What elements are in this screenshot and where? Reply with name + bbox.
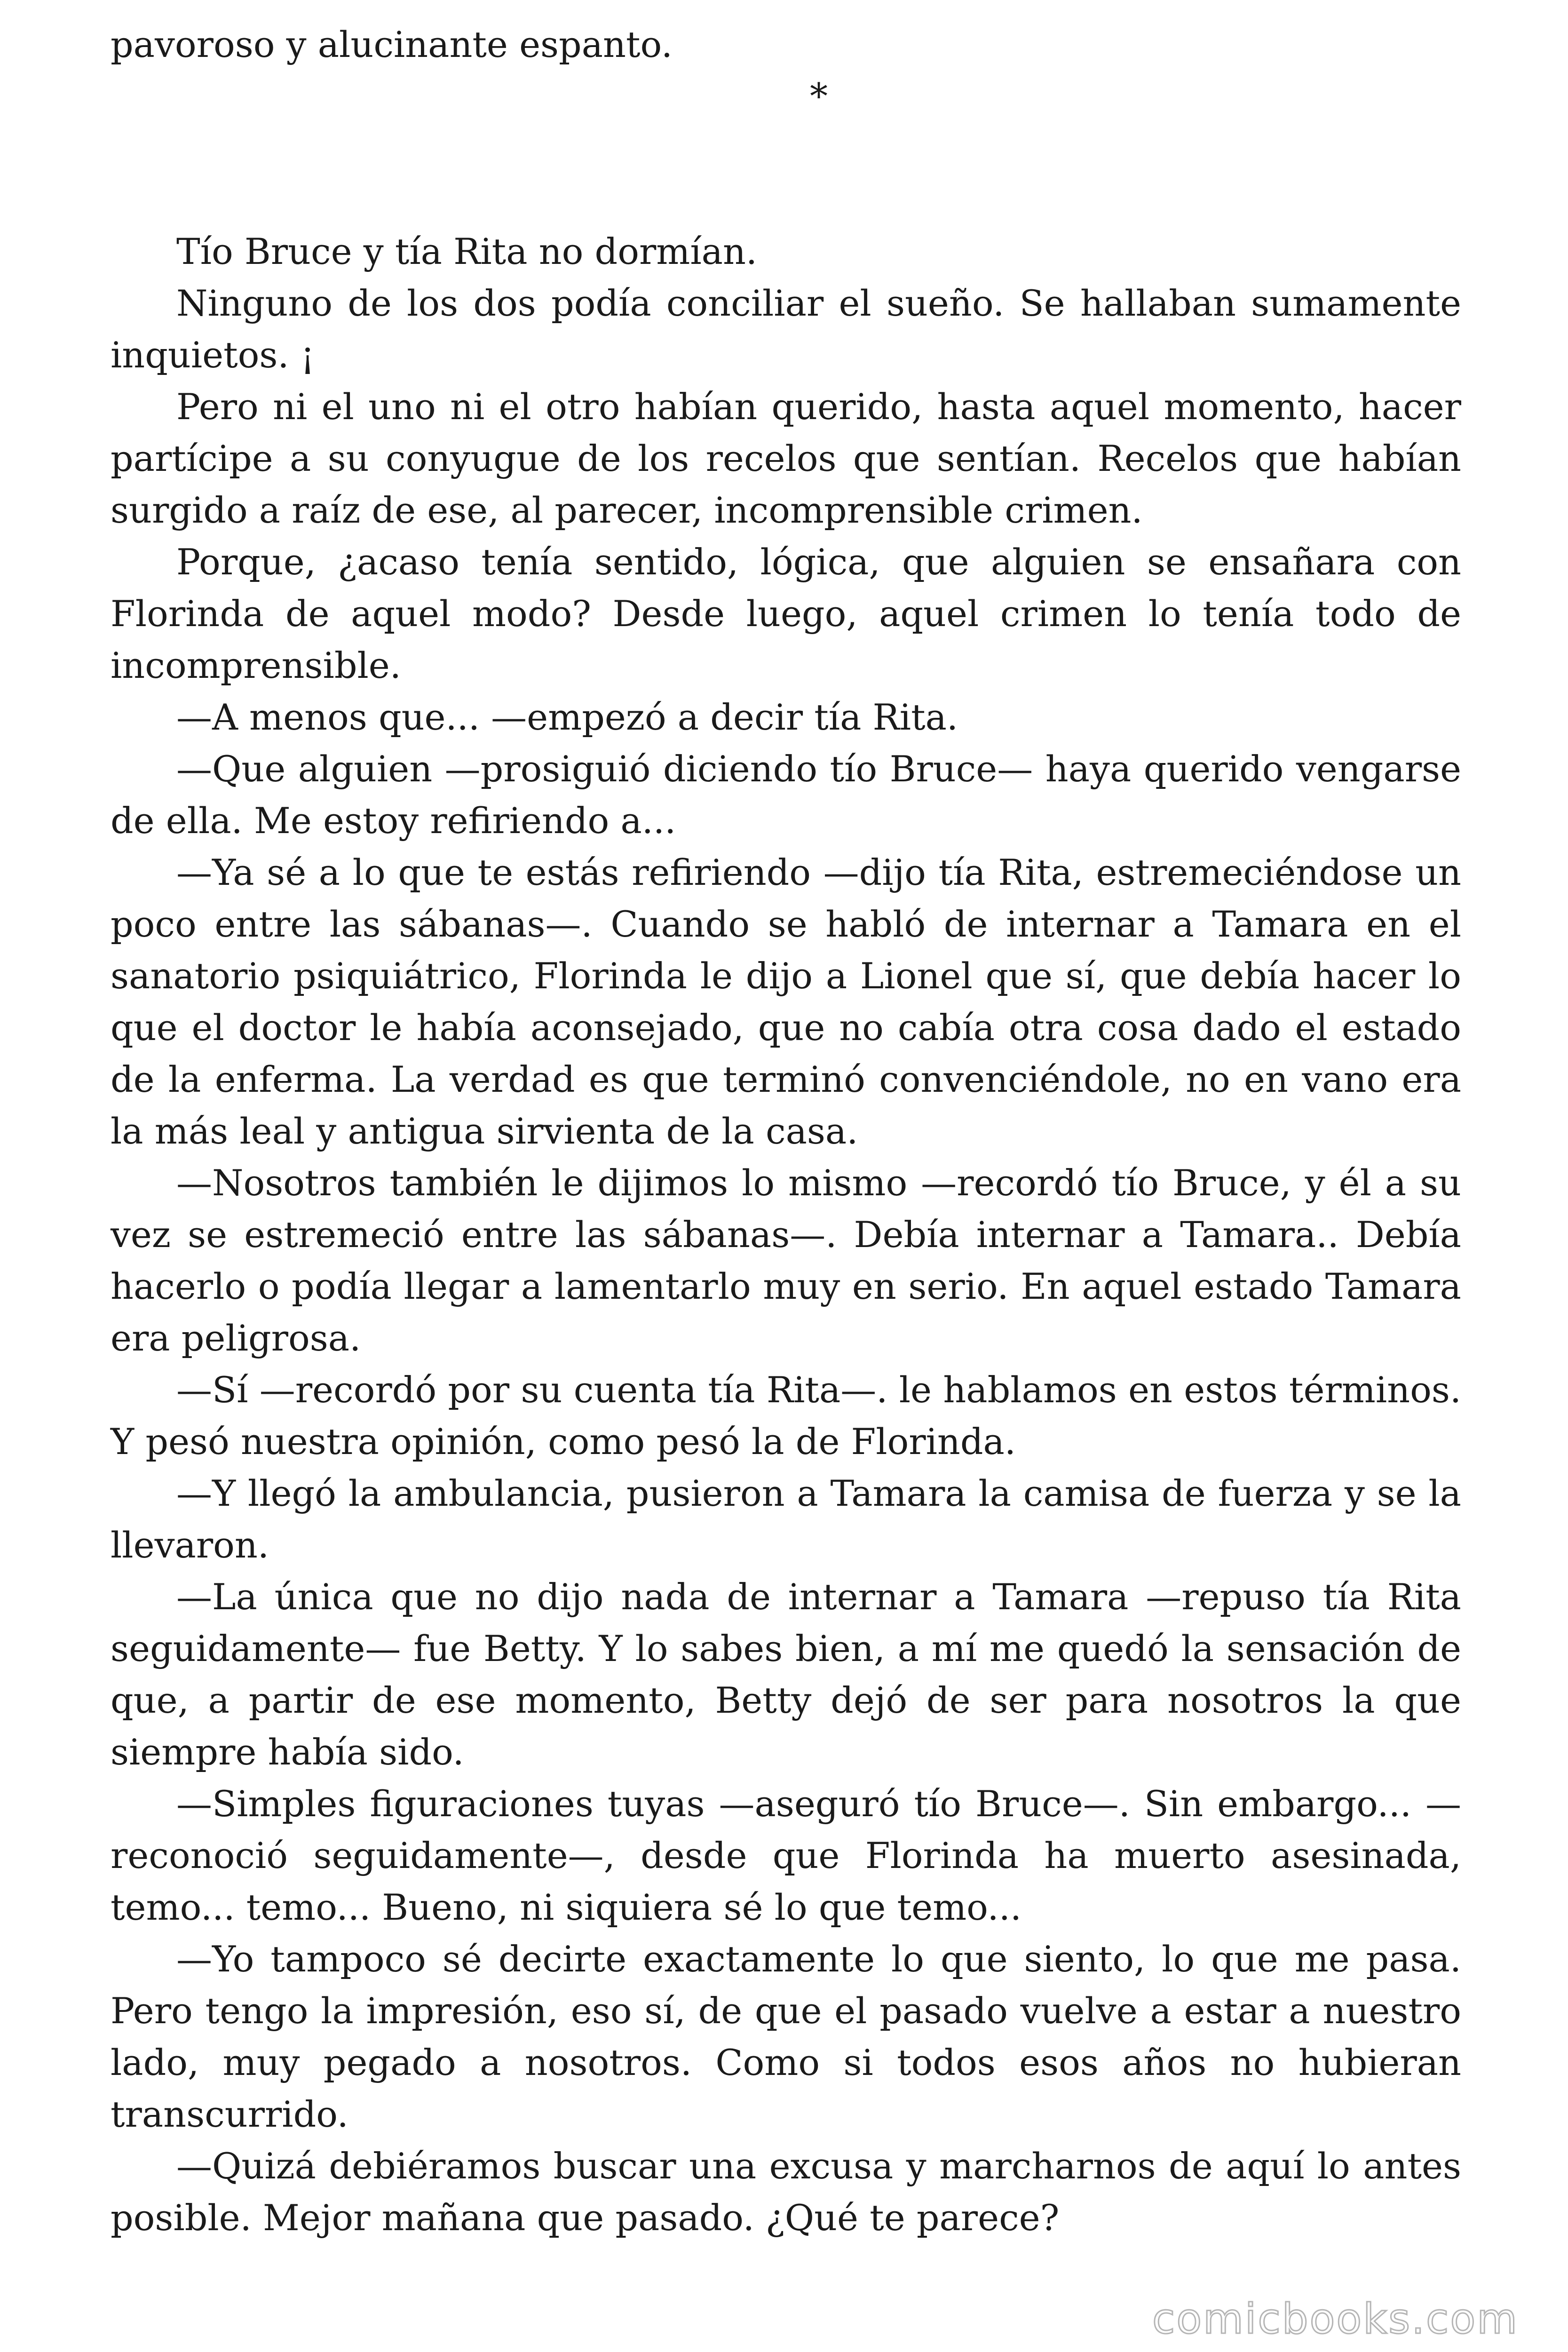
paragraph: —Y llegó la ambulancia, pusieron a Tamara la camisa de fuerza y se la llevaron. bbox=[111, 1472, 1461, 1566]
paragraph: —Nosotros también le dijimos lo mismo —recordó tío Bruce, y él a su vez se estremeció entre las sábanas—. Debía internar a Tamara.. Debía hacerlo o podía llegar a lamentarlo muy en serio. En aquel estado Tamara era peligrosa. bbox=[111, 1162, 1461, 1359]
watermark: comicbooks.com bbox=[1152, 2295, 1519, 2343]
paragraph: —Yo tampoco sé decirte exactamente lo que siento, lo que me pasa. Pero tengo la impresión, eso sí, de que el pasado vuelve a estar a nuestro lado, muy pegado a nosotros. Como si todos esos años no hubieran transcurrido. bbox=[111, 1938, 1461, 2135]
paragraph: Pero ni el uno ni el otro habían querido, hasta aquel momento, hacer partícipe a su conyugue de los recelos que sentían. Recelos que habían surgido a raíz de ese, al parecer, incomprensible crimen. bbox=[111, 386, 1461, 531]
section-separator: * bbox=[810, 75, 828, 117]
paragraph: Tío Bruce y tía Rita no dormían. bbox=[176, 230, 758, 272]
paragraph: —Que alguien —prosiguió diciendo tío Bruce— haya querido vengarse de ella. Me estoy refiriendo a... bbox=[111, 748, 1461, 842]
page-text bbox=[111, 19, 1461, 2244]
paragraph: Ninguno de los dos podía conciliar el sueño. Se hallaban sumamente inquietos. ¡ bbox=[111, 282, 1461, 376]
paragraph: —Sí —recordó por su cuenta tía Rita—. le hablamos en estos términos. Y pesó nuestra opinión, como pesó la de Florinda. bbox=[111, 1369, 1461, 1462]
paragraph: —Ya sé a lo que te estás refiriendo —dijo tía Rita, estremeciéndose un poco entre las sábanas—. Cuando se habló de internar a Tamara en el sanatorio psiquiátrico, Florinda le dijo a Lionel que sí, que debía hacer lo que el doctor le había aconsejado, que no cabía otra cosa dado el estado de la enferma. La verdad es que terminó convenciéndole, no en vano era la más leal y antigua sirvienta de la casa. bbox=[111, 851, 1461, 1152]
opening-line: pavoroso y alucinante espanto. bbox=[111, 24, 673, 65]
paragraph: —Simples figuraciones tuyas —aseguró tío Bruce—. Sin embargo... —reconoció seguidamente—, desde que Florinda ha muerto asesinada, temo... temo... Bueno, ni siquiera sé lo que temo... bbox=[111, 1783, 1461, 1928]
paragraph: —Quizá debiéramos buscar una excusa y marcharnos de aquí lo antes posible. Mejor mañana que pasado. ¿Qué te parece? bbox=[111, 2145, 1461, 2239]
paragraph: —A menos que... —empezó a decir tía Rita. bbox=[176, 696, 958, 738]
paragraph: Porque, ¿acaso tenía sentido, lógica, que alguien se ensañara con Florinda de aquel modo? Desde luego, aquel crimen lo tenía todo de incomprensible. bbox=[111, 541, 1461, 686]
paragraph: —La única que no dijo nada de internar a Tamara —repuso tía Rita seguidamente— fue Betty. Y lo sabes bien, a mí me quedó la sensación de que, a partir de ese momento, Betty dejó de ser para nosotros la que siempre había sido. bbox=[111, 1576, 1461, 1773]
